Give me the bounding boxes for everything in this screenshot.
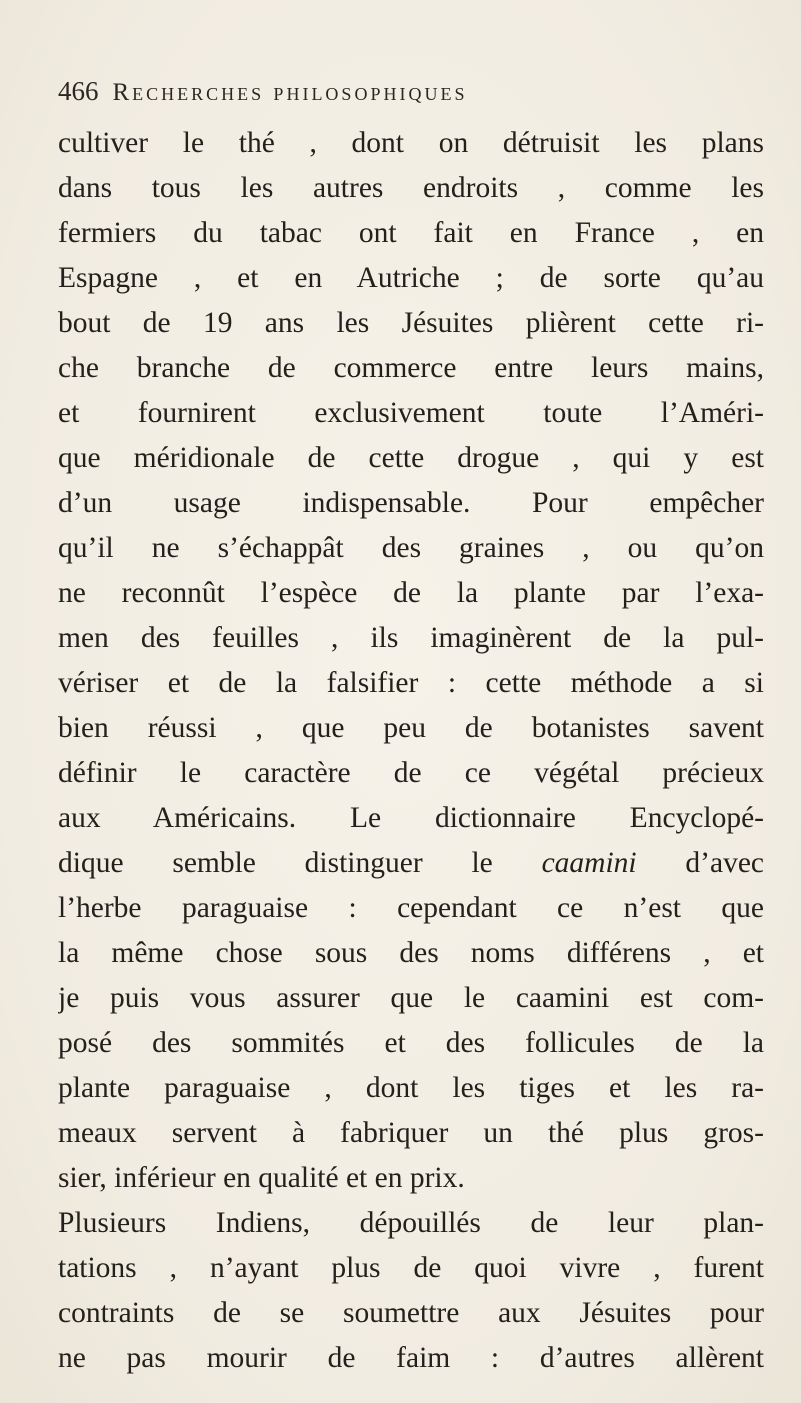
- text-line: que méridionale de cette drogue , qui y est: [58, 442, 764, 474]
- text-line: bout de 19 ans les Jésuites plièrent cette ri-: [58, 307, 764, 339]
- text-line: qu’il ne s’échappât des graines , ou qu’on: [58, 532, 764, 564]
- text-line: dans tous les autres endroits , comme les: [58, 172, 764, 204]
- page-number: 466: [58, 76, 99, 106]
- text-line: la même chose sous des noms différens , et: [58, 937, 764, 969]
- text-line: aux Américains. Le dictionnaire Encyclopé-: [58, 802, 764, 834]
- running-title: Recherches philosophiques: [112, 79, 468, 106]
- text-line: tations , n’ayant plus de quoi vivre , furent: [58, 1252, 764, 1284]
- text-line: fermiers du tabac ont fait en France , en: [58, 217, 764, 249]
- text-line: che branche de commerce entre leurs mains,: [58, 352, 764, 384]
- text-line: d’un usage indispensable. Pour empêcher: [58, 487, 764, 519]
- text-line: et fournirent exclusivement toute l’Améri-: [58, 397, 764, 429]
- text-line: vériser et de la falsifier : cette méthode a si: [58, 667, 764, 699]
- text-line: Espagne , et en Autriche ; de sorte qu’au: [58, 262, 764, 294]
- text-line: cultiver le thé , dont on détruisit les plans: [58, 127, 764, 159]
- page-header: [58, 76, 778, 116]
- text-line: men des feuilles , ils imaginèrent de la pul-: [58, 622, 764, 654]
- text-line: contraints de se soumettre aux Jésuites pour: [58, 1297, 764, 1329]
- text-line: sier, inférieur en qualité et en prix.: [58, 1162, 465, 1194]
- text-line: plante paraguaise , dont les tiges et les ra-: [58, 1072, 764, 1104]
- text-line: bien réussi , que peu de botanistes savent: [58, 712, 764, 744]
- text-line: meaux servent à fabriquer un thé plus gros-: [58, 1117, 764, 1149]
- text-line: Plusieurs Indiens, dépouillés de leur plan-: [58, 1207, 764, 1239]
- text-line: je puis vous assurer que le caamini est com-: [58, 982, 764, 1014]
- text-line: l’herbe paraguaise : cependant ce n’est que: [58, 892, 764, 924]
- text-line: posé des sommités et des follicules de la: [58, 1027, 764, 1059]
- text-segment: dique semble distinguer le: [58, 847, 493, 879]
- text-line: définir le caractère de ce végétal précieux: [58, 757, 764, 789]
- text-line: ne reconnût l’espèce de la plante par l’exa-: [58, 577, 764, 609]
- body-text: [58, 121, 764, 1381]
- text-line-with-italic: [58, 841, 764, 886]
- text-line: ne pas mourir de faim : d’autres allèrent: [58, 1342, 764, 1374]
- text-segment: d’avec: [685, 847, 764, 879]
- italic-term: caamini: [541, 847, 637, 879]
